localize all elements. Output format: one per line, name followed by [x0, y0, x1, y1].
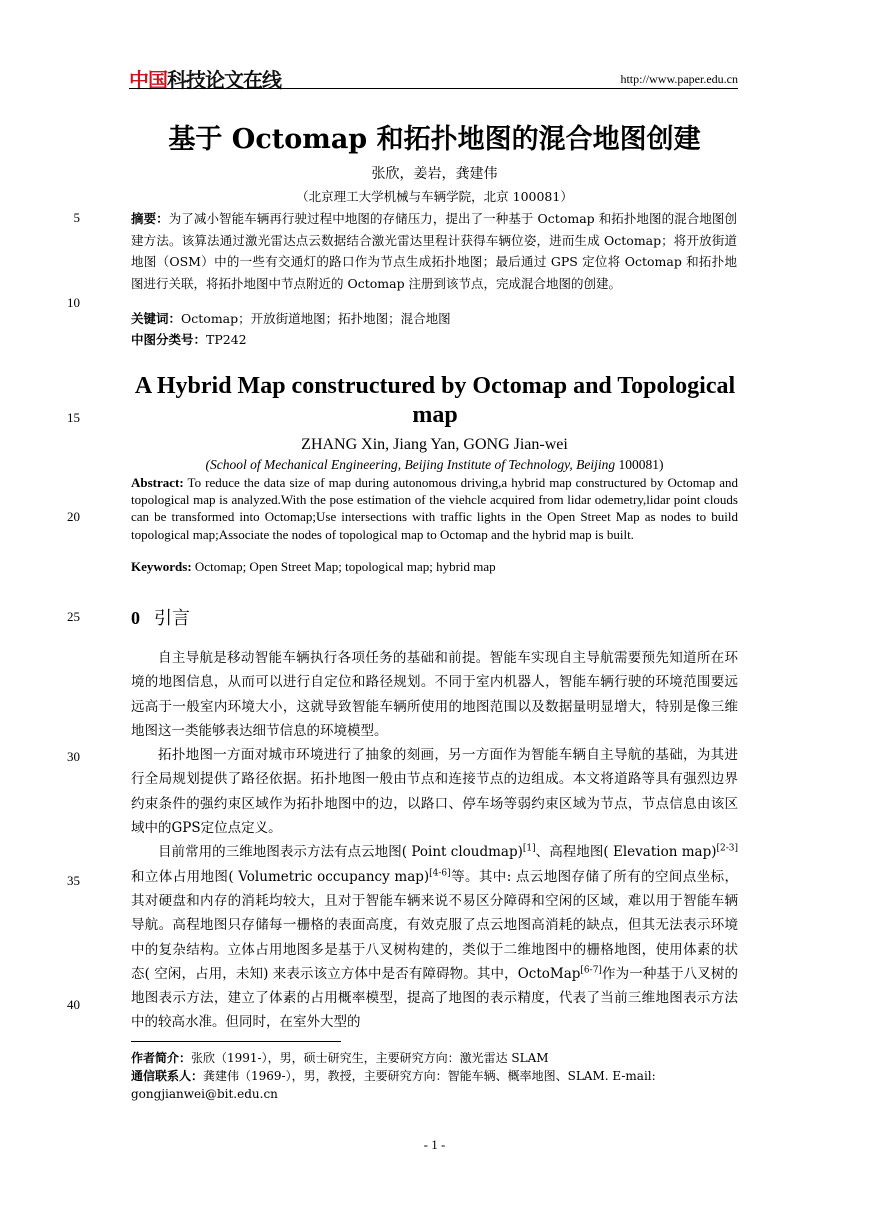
- body-paragraph-1: 自主导航是移动智能车辆执行各项任务的基础和前提。智能车实现自主导航需要预先知道所在环境的地图信息，从而可以进行自定位和路径规划。不同于室内机器人，智能车辆行驶的环境范围要远远高于一般室内环境大小，这就导致智能车辆所使用的地图范围以及数据量明显增大，特别是像三维地图这一类能够表达细节信息的环境模型。: [131, 650, 738, 739]
- line-number: 10: [67, 295, 80, 310]
- line-number: 40: [67, 997, 80, 1012]
- affiliation-en: (School of Mechanical Engineering, Beijing Institute of Technology, Beijing 100081): [205, 457, 664, 472]
- keywords-en: [131, 558, 738, 575]
- abstract-en-label: Abstract:: [131, 475, 184, 490]
- section-title: 引言: [154, 608, 190, 629]
- clc-text: TP242: [206, 332, 247, 347]
- footnote-rule: [131, 1041, 341, 1042]
- paper-title-en: A Hybrid Map constructured by Octomap and Topological map: [134, 373, 736, 428]
- header-rule: [129, 88, 738, 89]
- footnotes: [131, 1049, 738, 1103]
- body-text: [131, 646, 738, 1035]
- abstract-en-text: To reduce the data size of map during autonomous driving,a hybrid map constructured by Octomap and topological map is analyzed.With the pose estimation of the viehcle acquired from lidar odemetry,lidar point clouds can be transformed into Octomap;Use intersections with traffic lights in the Open Street Map as nodes to build topological map;Associate the nodes of topological map to Octomap and the hybrid map is built.: [131, 475, 738, 542]
- keywords-cn-label: 关键词：: [131, 311, 182, 326]
- contact-author: 通信联系人：龚建伟（1969-），男，教授，主要研究方向：智能车辆、概率地图、SLAM. E-mail: gongjianwei@bit.edu.cn: [131, 1069, 656, 1101]
- line-number: 15: [67, 410, 80, 425]
- page-number: - 1 -: [423, 1137, 446, 1152]
- line-number: 30: [67, 749, 80, 764]
- clc-label: 中图分类号：: [131, 332, 207, 347]
- body-paragraph-3: 目前常用的三维地图表示方法有点云地图( Point cloudmap)[1]、高程地图( Elevation map)[2-3]和立体占用地图( Volumetric occupancy map)[4-6]等。其中: 点云地图存储了所有的空间点坐标，其对硬盘和内存的消耗均较大，且对于智能车辆来说不易区分障碍和空闲的区域，难以用于智能车辆导航。高程地图只存储每一栅格的表面高度，有效克服了点云地图高消耗的缺点，但其无法表示环境中的复杂结构。立体占用地图多是基于八叉树构建的，类似于二维地图中的栅格地图，使用体素的状态( 空闲，占用，未知) 来表示该立方体中是否有障碍物。其中，OctoMap[6-7]作为一种基于八叉树的地图表示方法，建立了体素的占用概率模型，提高了地图的表示精度，代表了当前三维地图表示方法中的较高水准。但同时，在室外大型的: [131, 843, 739, 1031]
- author-bio: 作者简介：张欣（1991-），男，硕士研究生，主要研究方向：激光雷达 SLAM: [131, 1051, 549, 1065]
- authors-cn: 张欣，姜岩，龚建伟: [371, 166, 498, 182]
- citation[interactable]: [1]: [522, 843, 536, 854]
- section-number: 0: [131, 608, 140, 628]
- keywords-cn-text: Octomap；开放街道地图；拓扑地图；混合地图: [181, 311, 451, 326]
- line-number: 35: [67, 873, 80, 888]
- header-url[interactable]: http://www.paper.edu.cn: [620, 72, 738, 86]
- line-number: 5: [73, 210, 80, 225]
- journal-logo: 中国科技论文在线: [129, 68, 281, 92]
- citation[interactable]: [4-6]: [429, 868, 451, 879]
- line-number: 20: [67, 509, 80, 524]
- abstract-cn: [131, 208, 737, 294]
- body-paragraph-2: 拓扑地图一方面对城市环境进行了抽象的刻画，另一方面作为智能车辆自主导航的基础，为其进行全局规划提供了路径依据。拓扑地图一般由节点和连接节点的边组成。本文将道路等具有强烈边界约束条件的强约束区域作为拓扑地图中的边，以路口、停车场等弱约束区域为节点，节点信息由该区域中的GPS定位点定义。: [131, 747, 738, 837]
- section-heading: [131, 604, 190, 630]
- affiliation-cn: （北京理工大学机械与车辆学院，北京 100081）: [296, 189, 573, 204]
- clc-number: [131, 329, 737, 351]
- authors-en: ZHANG Xin, Jiang Yan, GONG Jian-wei: [301, 436, 568, 453]
- citation[interactable]: [6-7]: [580, 965, 602, 976]
- line-number: 25: [67, 609, 80, 624]
- keywords-en-label: Keywords:: [131, 559, 192, 574]
- abstract-en: [131, 474, 738, 543]
- keywords-cn: [131, 308, 737, 330]
- abstract-cn-label: 摘要：: [131, 211, 169, 226]
- paper-title-cn: 基于 Octomap 和拓扑地图的混合地图创建: [168, 124, 701, 155]
- abstract-cn-text: 为了减小智能车辆再行驶过程中地图的存储压力，提出了一种基于 Octomap 和拓扑地图的混合地图创建方法。该算法通过激光雷达点云数据结合激光雷达里程计获得车辆位姿，进而生成 Octomap；将开放街道地图（OSM）中的一些有交通灯的路口作为节点生成拓扑地图；最后通过 GPS 定位将 Octomap 和拓扑地图进行关联，将拓扑地图中节点附近的 Octomap 注册到该节点，完成混合地图的创建。: [131, 211, 737, 291]
- citation[interactable]: [2-3]: [716, 843, 738, 854]
- keywords-en-text: Octomap; Open Street Map; topological map; hybrid map: [194, 559, 496, 574]
